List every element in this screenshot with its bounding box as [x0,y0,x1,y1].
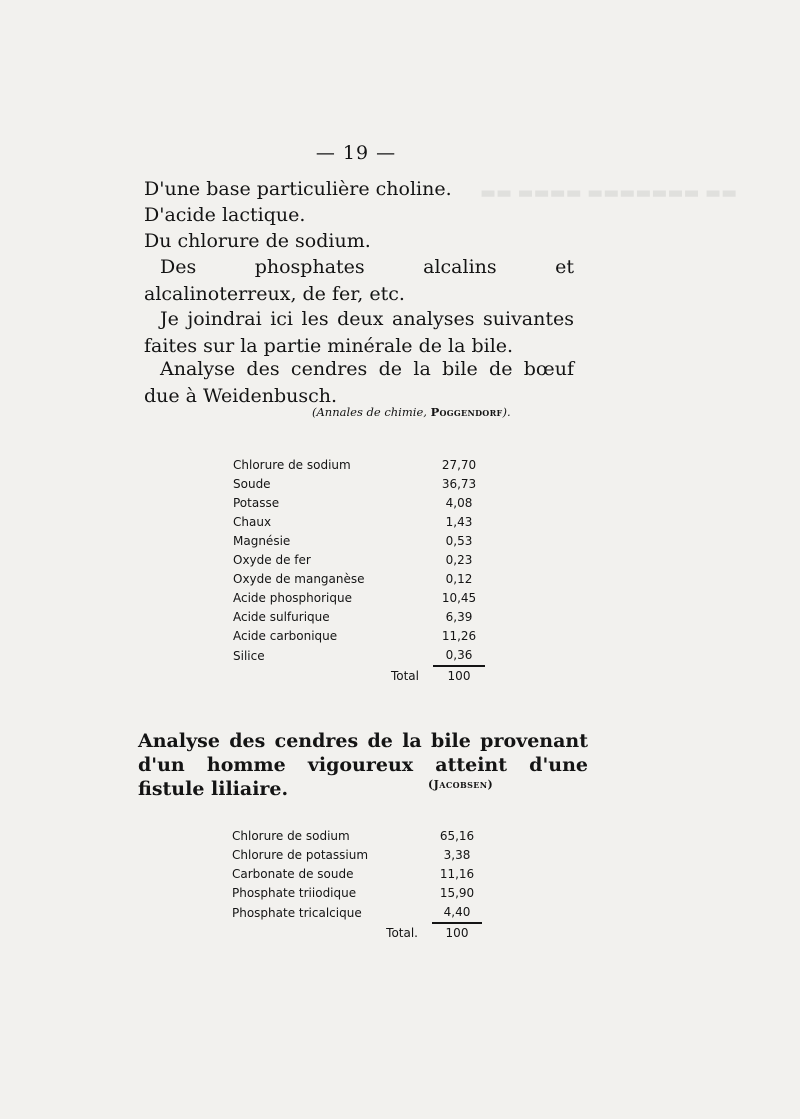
component-name: Oxyde de manganèse [233,572,365,586]
table-row [233,532,485,551]
component-name: Chlorure de sodium [233,458,351,472]
component-value: 15,90 [439,886,475,900]
component-name: Acide carbonique [233,629,338,643]
table-row [233,627,485,646]
source-citation-1 [312,405,511,419]
table-row [232,903,482,923]
total-value: 100 [445,926,469,940]
table-row [232,865,482,884]
component-value: 10,45 [441,591,477,605]
component-value: 36,73 [441,477,477,491]
table-row [233,589,485,608]
component-name: Acide phosphorique [233,591,352,605]
source-journal: Annales de chimie, [316,405,427,419]
table-row [233,646,485,666]
table-row [233,608,485,627]
table-total-row [233,666,485,686]
component-value: 0,36 [433,646,485,666]
total-label: Total. [386,925,418,940]
table-row [233,456,485,475]
component-name: Acide sulfurique [233,610,330,624]
component-name: Soude [233,477,271,491]
table-total-row [232,923,482,943]
ash-table-boeuf [233,456,485,686]
component-name: Magnésie [233,534,291,548]
paragraph-analyse-boeuf: Analyse des cendres de la bile de bœuf due à Weidenbusch. [144,358,574,407]
component-name: Phosphate tricalcique [232,905,362,920]
table-row [232,884,482,903]
component-value: 3,38 [443,848,471,862]
paragraph-acide-lactique: D'acide lactique. [144,204,306,226]
component-value: 6,39 [445,610,473,624]
source-author: Poggendorf [430,405,503,419]
component-value: 11,26 [441,629,477,643]
paragraph-phosphates: Des phosphates alcalins et alcalinoterreux, de fer, etc. [144,256,574,305]
component-value: 0,12 [445,572,473,586]
paragraph-analyses-intro: Je joindrai ici les deux analyses suivantes faites sur la partie minérale de la bile. [144,308,574,357]
table-row [233,475,485,494]
component-value: 11,16 [439,867,475,881]
table-row [233,551,485,570]
source-open: ( [312,405,317,419]
component-value: 27,70 [441,458,477,472]
ash-table-homme [232,827,482,943]
component-value: 0,23 [445,553,473,567]
component-name: Oxyde de fer [233,553,311,567]
component-name: Potasse [233,496,280,510]
component-name: Chlorure de potassium [232,848,369,862]
page-number: — 19 — [315,142,397,164]
heading-analyse-homme: Analyse des cendres de la bile provenant d'un homme vigoureux atteint d'une fistule liliaire. [138,730,588,800]
paragraph-chlorure: Du chlorure de sodium. [144,230,371,252]
component-name: Chaux [233,515,272,529]
table-row [233,570,485,589]
source-close: ). [502,405,511,419]
component-value: 4,40 [432,903,482,923]
table-row [232,846,482,865]
component-name: Chlorure de sodium [232,829,350,843]
table-row [233,513,485,532]
component-value: 65,16 [439,829,475,843]
component-name: Silice [233,648,265,663]
component-value: 1,43 [445,515,473,529]
component-value: 0,53 [445,534,473,548]
total-label: Total [390,668,419,683]
component-name: Carbonate de soude [232,867,354,881]
bleed-through-decoration: ▬▬ ▬▬▬▬ ▬▬▬▬▬▬▬ ▬▬ [480,183,738,203]
component-value: 4,08 [445,496,473,510]
table-row [232,827,482,846]
paragraph-choline: D'une base particulière choline. [144,178,452,200]
total-value: 100 [447,669,471,683]
source-citation-2: (Jacobsen) [428,778,494,791]
component-name: Phosphate triiodique [232,886,357,900]
table-row [233,494,485,513]
